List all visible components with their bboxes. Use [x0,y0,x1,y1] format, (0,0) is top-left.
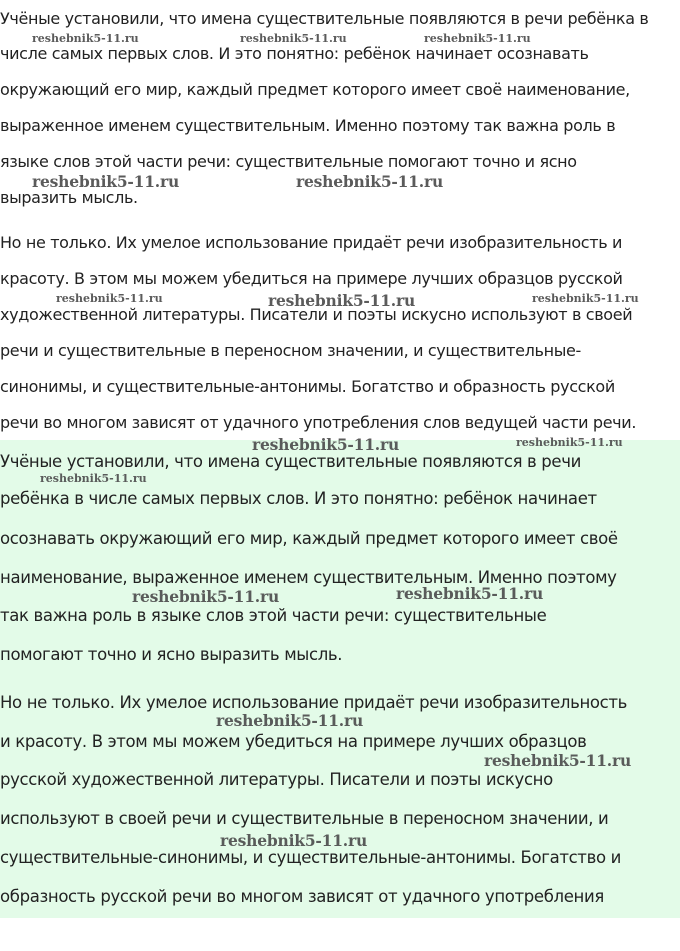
text-line: используют в своей речи и существительные в переносном значении, и [0,809,609,828]
text-line: синонимы, и существительные-антонимы. Богатство и образность русской [0,377,615,396]
text-line: Учёные установили, что имена существительные появляются в речи [0,452,582,471]
text-line: наименование, выраженное именем существительным. Именно поэтому [0,568,617,587]
text-line: Но не только. Их умелое использование придаёт речи изобразительность [0,693,627,712]
watermark: reshebnik5-11.ru [132,587,280,606]
text-line: ребёнка в числе самых первых слов. И это понятно: ребёнок начинает [0,489,597,508]
watermark: reshebnik5-11.ru [516,436,623,449]
text-line: выраженное именем существительным. Именно поэтому так важна роль в [0,116,616,135]
text-line: числе самых первых слов. И это понятно: ребёнок начинает осознавать [0,44,589,63]
text-line: так важна роль в языке слов этой части речи: существительные [0,606,547,625]
text-line: существительные-синонимы, и существительные-антонимы. Богатство и [0,848,621,867]
watermark: reshebnik5-11.ru [56,292,163,305]
text-line: красоту. В этом мы можем убедиться на примере лучших образцов русской [0,269,623,288]
text-line: выразить мысль. [0,188,138,207]
watermark: reshebnik5-11.ru [216,711,364,730]
text-line: речи и существительные в переносном значении, и существительные- [0,341,581,360]
text-line: образность русской речи во многом зависят от удачного употребления [0,887,604,906]
watermark: reshebnik5-11.ru [484,751,632,770]
text-line: речи во многом зависят от удачного употребления слов ведущей части речи. [0,413,637,432]
text-line: Но не только. Их умелое использование придаёт речи изобразительность и [0,233,623,252]
watermark: reshebnik5-11.ru [32,32,139,45]
text-line: помогают точно и ясно выразить мысль. [0,645,343,664]
text-line: Учёные установили, что имена существительные появляются в речи ребёнка в [0,9,649,28]
text-line: языке слов этой части речи: существительные помогают точно и ясно [0,152,577,171]
text-line: художественной литературы. Писатели и поэты искусно используют в своей [0,305,633,324]
watermark: reshebnik5-11.ru [396,584,544,603]
text-line: русской художественной литературы. Писатели и поэты искусно [0,770,553,789]
watermark: reshebnik5-11.ru [240,32,347,45]
text-line: осознавать окружающий его мир, каждый предмет которого имеет своё [0,529,618,548]
text-line: окружающий его мир, каждый предмет которого имеет своё наименование, [0,80,630,99]
watermark: reshebnik5-11.ru [268,291,416,310]
text-line: и красоту. В этом мы можем убедиться на примере лучших образцов [0,732,587,751]
watermark: reshebnik5-11.ru [532,292,639,305]
watermark: reshebnik5-11.ru [40,472,147,485]
watermark: reshebnik5-11.ru [32,172,180,191]
original-text-block [0,0,680,440]
watermark: reshebnik5-11.ru [296,172,444,191]
watermark: reshebnik5-11.ru [252,435,400,454]
watermark: reshebnik5-11.ru [424,32,531,45]
watermark: reshebnik5-11.ru [220,831,368,850]
